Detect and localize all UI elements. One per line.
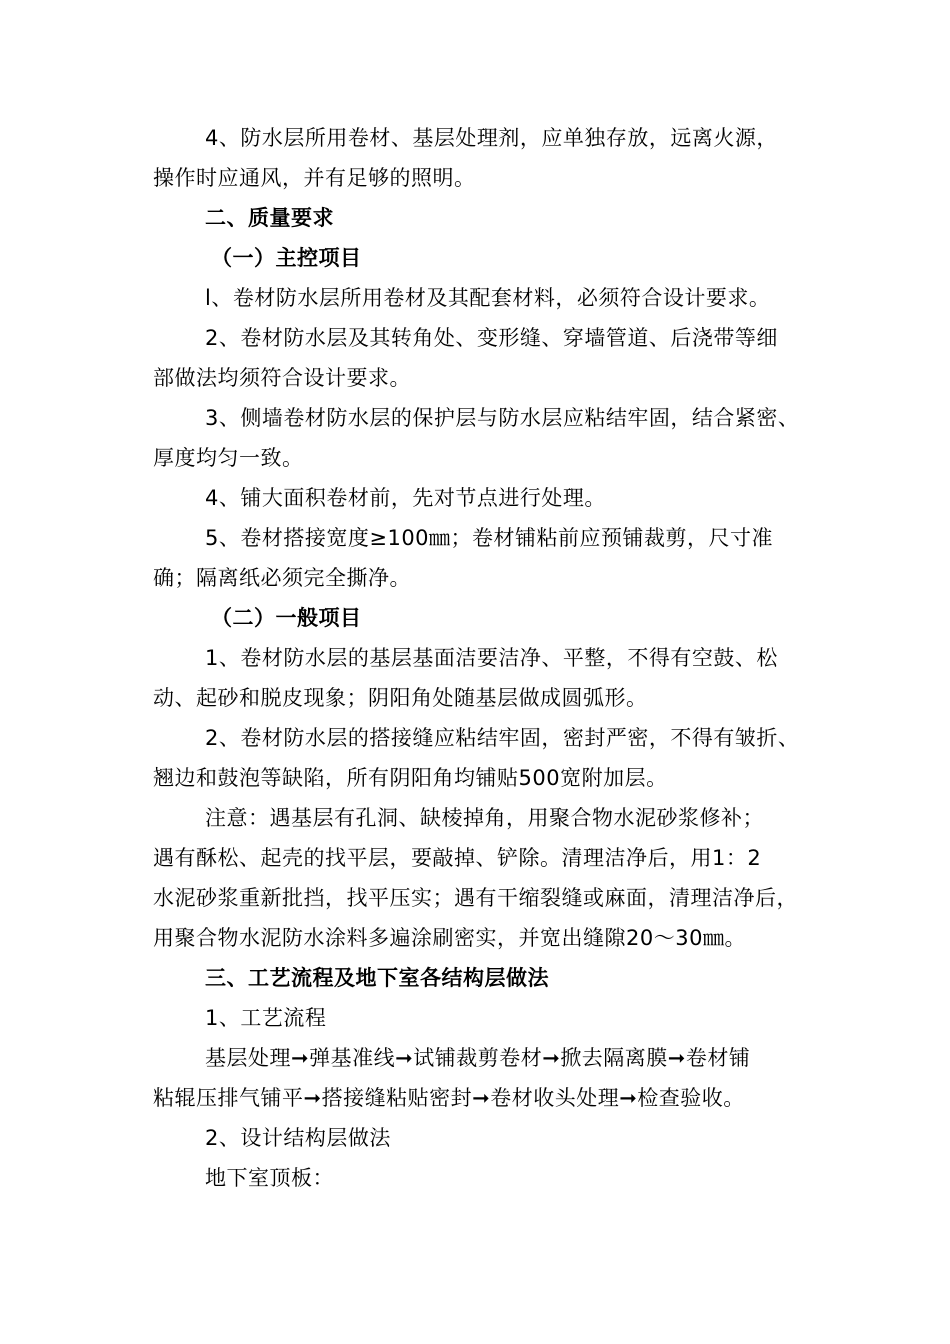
- general-item-1-line-2: 动、起砂和脱皮现象；阴阳角处随基层做成圆弧形。: [153, 686, 648, 710]
- basement-roof-label: 地下室顶板：: [205, 1166, 334, 1190]
- note-line-2: 遇有酥松、起壳的找平层，要敲掉、铲除。清理洁净后，用1：2: [153, 846, 762, 870]
- subsection-heading-general: （二）一般项目: [211, 606, 362, 630]
- item-2-line-1: 2、卷材防水层及其转角处、变形缝、穿墙管道、后浇带等细: [205, 326, 778, 350]
- note-line-3: 水泥砂浆重新批挡，找平压实；遇有干缩裂缝或麻面，清理洁净后，: [153, 886, 798, 910]
- item-2-line-2: 部做法均须符合设计要求。: [153, 366, 411, 390]
- process-flow-line-1: 基层处理➞弹基准线➞试铺裁剪卷材➞掀去隔离膜➞卷材铺: [205, 1046, 751, 1070]
- process-item-2-title: 2、设计结构层做法: [205, 1126, 391, 1150]
- item-5-line-1: 5、卷材搭接宽度≥100㎜；卷材铺粘前应预铺裁剪，尺寸准: [205, 526, 774, 550]
- item-1-line-1: l、卷材防水层所用卷材及其配套材料，必须符合设计要求。: [205, 286, 771, 310]
- section-heading-quality: 二、质量要求: [205, 206, 334, 230]
- paragraph-storage-line-1: 4、防水层所用卷材、基层处理剂，应单独存放，远离火源，: [205, 126, 778, 150]
- item-3-line-2: 厚度均匀一致。: [153, 446, 304, 470]
- general-item-2-line-2: 翘边和鼓泡等缺陷，所有阴阳角均铺贴500宽附加层。: [153, 766, 668, 790]
- note-line-4: 用聚合物水泥防水涂料多遍涂刷密实，并宽出缝隙20～30㎜。: [153, 926, 746, 950]
- general-item-2-line-1: 2、卷材防水层的搭接缝应粘结牢固，密封严密，不得有皱折、: [205, 726, 800, 750]
- note-line-1: 注意：遇基层有孔洞、缺棱掉角，用聚合物水泥砂浆修补；: [205, 806, 764, 830]
- general-item-1-line-1: 1、卷材防水层的基层基面洁要洁净、平整，不得有空鼓、松: [205, 646, 778, 670]
- section-heading-process: 三、工艺流程及地下室各结构层做法: [205, 966, 549, 990]
- process-flow-line-2: 粘辊压排气铺平➞搭接缝粘贴密封➞卷材收头处理➞检查验收。: [153, 1086, 745, 1110]
- item-4-line-1: 4、铺大面积卷材前，先对节点进行处理。: [205, 486, 606, 510]
- subsection-heading-main-control: （一）主控项目: [211, 246, 362, 270]
- paragraph-storage-line-2: 操作时应通风，并有足够的照明。: [153, 166, 476, 190]
- process-item-1-title: 1、工艺流程: [205, 1006, 327, 1030]
- item-5-line-2: 确；隔离纸必须完全撕净。: [153, 566, 411, 590]
- item-3-line-1: 3、侧墙卷材防水层的保护层与防水层应粘结牢固，结合紧密、: [205, 406, 800, 430]
